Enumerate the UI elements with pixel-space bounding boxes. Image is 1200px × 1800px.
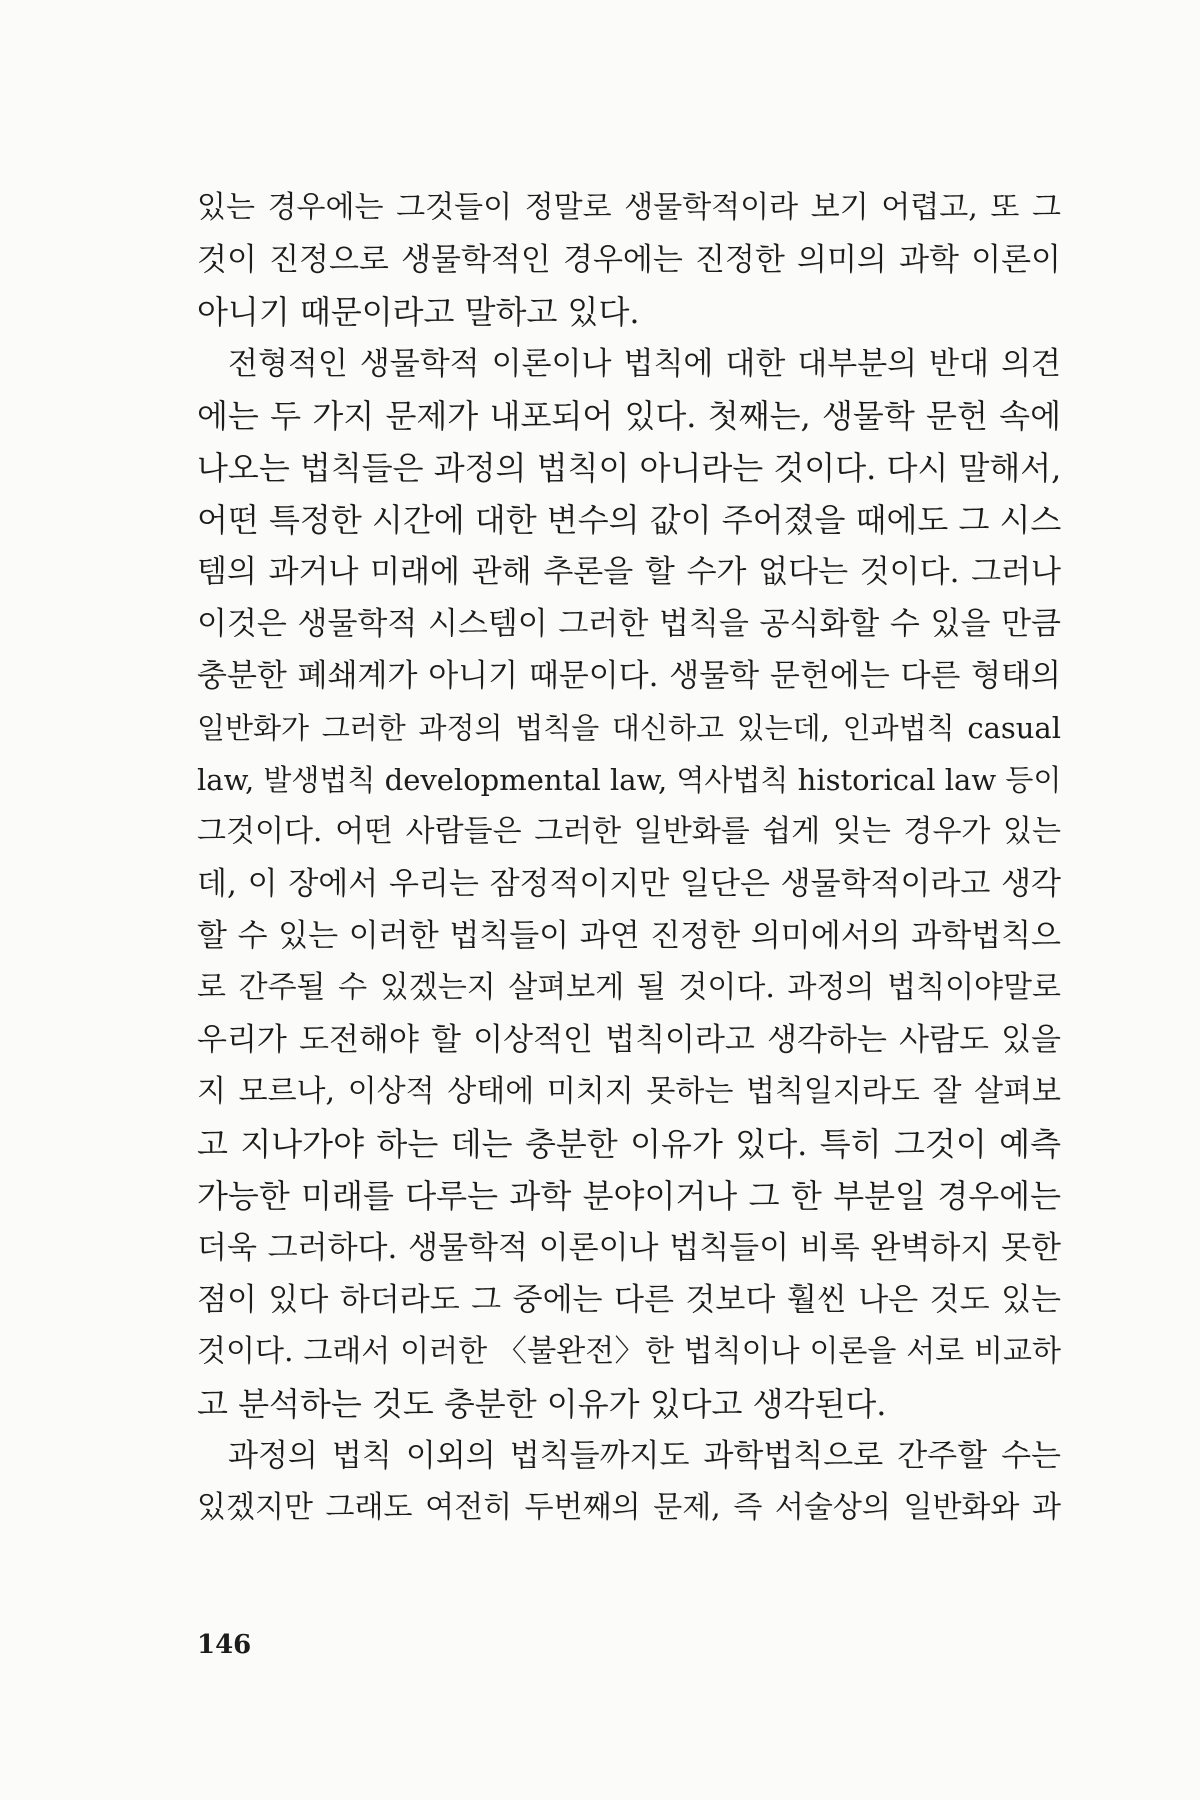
text-line: 더욱 그러하다. 생물학적 이론이나 법칙들이 비록 완벽하지 못한	[197, 1230, 1061, 1266]
text-line: 고 지나가야 하는 데는 충분한 이유가 있다. 특히 그것이 예측	[197, 1125, 1061, 1163]
text-line: 가능한 미래를 다루는 과학 분야이거나 그 한 부분일 경우에는	[197, 1177, 1061, 1215]
text-line: 에는 두 가지 문제가 내포되어 있다. 첫째는, 생물학 문헌 속에	[197, 397, 1061, 435]
text-line: 것이다. 그래서 이러한 〈불완전〉한 법칙이나 이론을 서로 비교하	[197, 1334, 1061, 1369]
text-line: 이것은 생물학적 시스템이 그러한 법칙을 공식화할 수 있을 만큼	[197, 606, 1061, 642]
text-line: 로 간주될 수 있겠는지 살펴보게 될 것이다. 과정의 법칙이야말로	[197, 970, 1061, 1005]
text-line: 있겠지만 그래도 여전히 두번째의 문제, 즉 서술상의 일반화와 과	[197, 1490, 1061, 1525]
text-line: 우리가 도전해야 할 이상적인 법칙이라고 생각하는 사람도 있을	[197, 1022, 1061, 1058]
text-line: 어떤 특정한 시간에 대한 변수의 값이 주어졌을 때에도 그 시스	[197, 501, 1062, 539]
text-line: 템의 과거나 미래에 관해 추론을 할 수가 없다는 것이다. 그러나	[197, 554, 1061, 590]
text-line: 아니기 때문이라고 말하고 있다.	[197, 293, 640, 331]
text-line: law, 발생법칙 developmental law, 역사법칙 historical law 등이	[197, 763, 1062, 797]
text-line: 것이 진정으로 생물학적인 경우에는 진정한 의미의 과학 이론이	[197, 242, 1061, 278]
text-line: 일반화가 그러한 과정의 법칙을 대신하고 있는데, 인과법칙 casual	[197, 711, 1061, 745]
text-line: 고 분석하는 것도 충분한 이유가 있다고 생각된다.	[197, 1385, 887, 1423]
text-line: 점이 있다 하더라도 그 중에는 다른 것보다 훨씬 나은 것도 있는	[197, 1282, 1061, 1318]
text-line: 나오는 법칙들은 과정의 법칙이 아니라는 것이다. 다시 말해서,	[197, 449, 1062, 487]
text-line: 전형적인 생물학적 이론이나 법칙에 대한 대부분의 반대 의견	[228, 346, 1061, 382]
page-number: 146	[197, 1630, 252, 1660]
text-line: 과정의 법칙 이외의 법칙들까지도 과학법칙으로 간주할 수는	[228, 1438, 1061, 1474]
text-line: 그것이다. 어떤 사람들은 그러한 일반화를 쉽게 잊는 경우가 있는	[197, 814, 1061, 849]
text-line: 할 수 있는 이러한 법칙들이 과연 진정한 의미에서의 과학법칙으	[197, 918, 1061, 954]
text-line: 데, 이 장에서 우리는 잠정적이지만 일단은 생물학적이라고 생각	[197, 866, 1061, 902]
text-line: 지 모르나, 이상적 상태에 미치지 못하는 법칙일지라도 잘 살펴보	[197, 1074, 1061, 1109]
text-line: 있는 경우에는 그것들이 정말로 생물학적이라 보기 어렵고, 또 그	[197, 190, 1061, 225]
text-line: 충분한 폐쇄계가 아니기 때문이다. 생물학 문헌에는 다른 형태의	[197, 658, 1061, 694]
